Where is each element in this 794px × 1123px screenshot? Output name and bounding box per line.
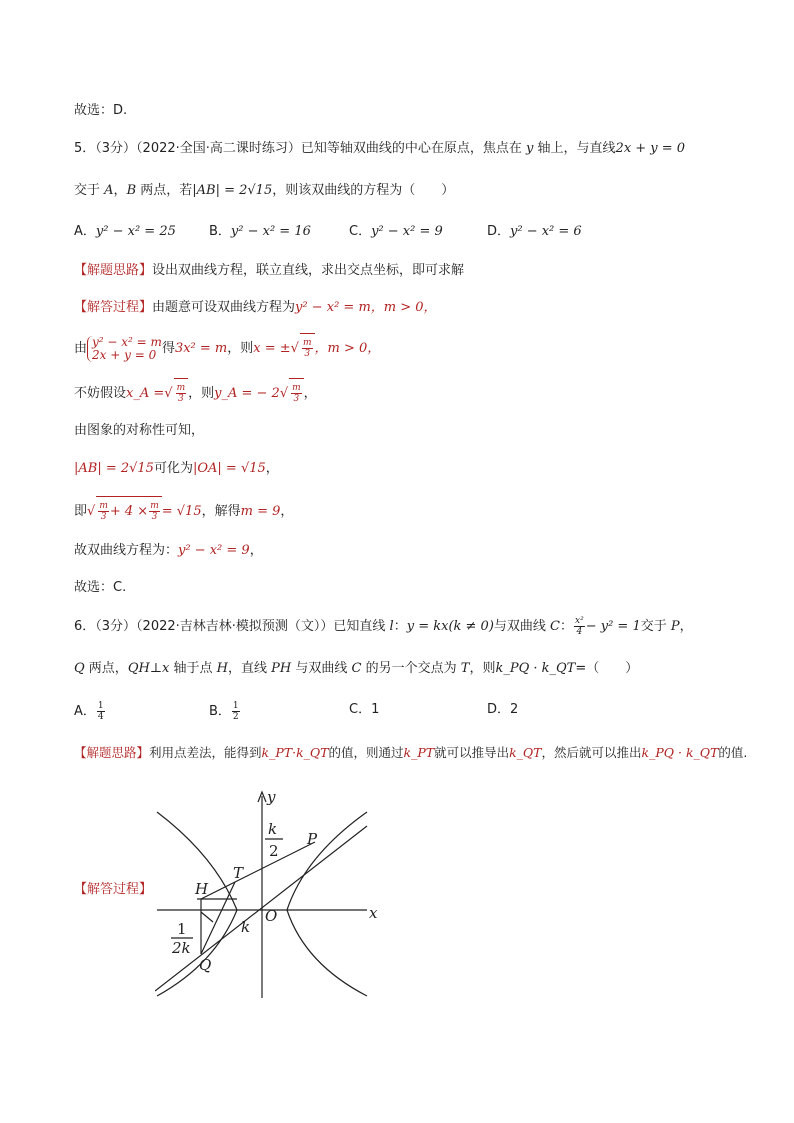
label-t: T [233, 864, 244, 882]
q6-stem-line1: 6．（3分）（2022·吉林吉林·模拟预测（文））已知直线 l：y = kx(k ≠ 0)与双曲线 C： $\frac{\text{x²}}{4}$ − y² = 1交于 P， [74, 616, 693, 637]
hyperbola-right-branch [287, 812, 367, 996]
q5-option-c: C．y² − x² = 9 [349, 224, 443, 239]
q6-stem-line2: Q 两点，QH⊥x 轴于点 H，直线 PH 与双曲线 C 的另一个交点为 T，则k_PQ · k_QT=（ ） [74, 661, 639, 676]
q5-option-a: A．y² − x² = 25 [74, 224, 176, 239]
fraction-pointer [201, 912, 213, 922]
q5-process-line2: 由 y² − x² = m 2x + y = 0 得3x² = m，则x = ±√ $\frac{m}{3}$ ，m > 0， [74, 333, 380, 364]
q5-process-line7: 故双曲线方程为：y² − x² = 9， [74, 543, 263, 558]
q5-stem-line1: 5．（3分）（2022·全国·高二课时练习）已知等轴双曲线的中心在原点，焦点在 y 轴上，与直线2x + y = 0 [74, 141, 686, 156]
q5-process-line1: 【解答过程】由题意可设双曲线方程为y² − x² = m，m > 0， [74, 300, 437, 315]
label-p: P [307, 830, 318, 848]
q5-solution-idea: 【解题思路】设出双曲线方程，联立直线，求出交点坐标，即可求解 [74, 263, 465, 278]
q6-process-tag: 【解答过程】 [74, 882, 153, 897]
q6-idea-tag: 【解题思路】 [74, 745, 150, 760]
q6-option-a: A． $\frac{1}{4}$ [74, 701, 104, 722]
q6-option-b: B． $\frac{1}{2}$ [209, 701, 239, 722]
q5-source: （2022·全国·高二课时练习） [136, 141, 301, 156]
q5-line-equation: 2x + y = 0 [615, 141, 686, 156]
asymptote-1 [155, 826, 367, 991]
label-x: x [369, 904, 378, 922]
q5-idea-tag: 【解题思路】 [74, 263, 153, 278]
label-y: y [267, 788, 276, 806]
q6-option-d: D．2 [487, 702, 519, 717]
q5-number: 5．（3分） [74, 141, 137, 156]
q5-process-line5: |AB| = 2√15可化为|OA| = √15， [74, 461, 279, 476]
label-q: Q [199, 956, 212, 974]
q6-number: 6．（3分） [74, 619, 137, 634]
q6-slope-product: k_PQ · k_QT [495, 661, 576, 676]
label-k: k [241, 918, 251, 936]
label-f-num: 1 [177, 920, 187, 938]
q5-equation-system: y² − x² = m 2x + y = 0 [87, 336, 162, 362]
q5-process-line4: 由图象的对称性可知， [74, 423, 205, 438]
q5-process-line6: 即√ $\frac{m}{3}$ + 4 × $\frac{m}{3}$ = √15，解得m = 9， [74, 496, 293, 527]
q6-source: （2022·吉林吉林·模拟预测（文）） [136, 619, 334, 634]
q5-ab-length: |AB| = 2√15 [192, 183, 273, 198]
q4-choice: 故选：D. [74, 103, 128, 118]
label-h: H [195, 880, 209, 898]
label-k2-den: 2 [269, 842, 279, 860]
segment-hp [201, 842, 315, 899]
q5-option-d: D．y² − x² = 6 [487, 224, 582, 239]
label-f-den: 2k [172, 939, 191, 957]
q5-process-tag: 【解答过程】 [74, 300, 153, 315]
q6-solution-idea: 【解题思路】利用点差法，能得到k_PT·k_QT的值，则通过k_PT就可以推导出k_QT，然后就可以推出k_PQ · k_QT的值. [74, 745, 748, 760]
q6-option-c: C．1 [349, 702, 380, 717]
q5-option-b: B．y² − x² = 16 [209, 224, 311, 239]
label-o: O [265, 907, 278, 925]
q5-choice: 故选：C. [74, 580, 127, 595]
q5-stem-line2: 交于 A，B 两点，若|AB| = 2√15，则该双曲线的方程为（ ） [74, 183, 455, 198]
hyperbola-figure [155, 786, 385, 1001]
label-k2-num: k [268, 820, 278, 838]
q5-process-line3: 不妨假设x_A =√ $\frac{m}{3}$ ，则y_A = − 2√ $\frac{m}{3}$ ， [74, 378, 317, 409]
q6-line-equation: y = kx(k ≠ 0) [406, 619, 494, 634]
